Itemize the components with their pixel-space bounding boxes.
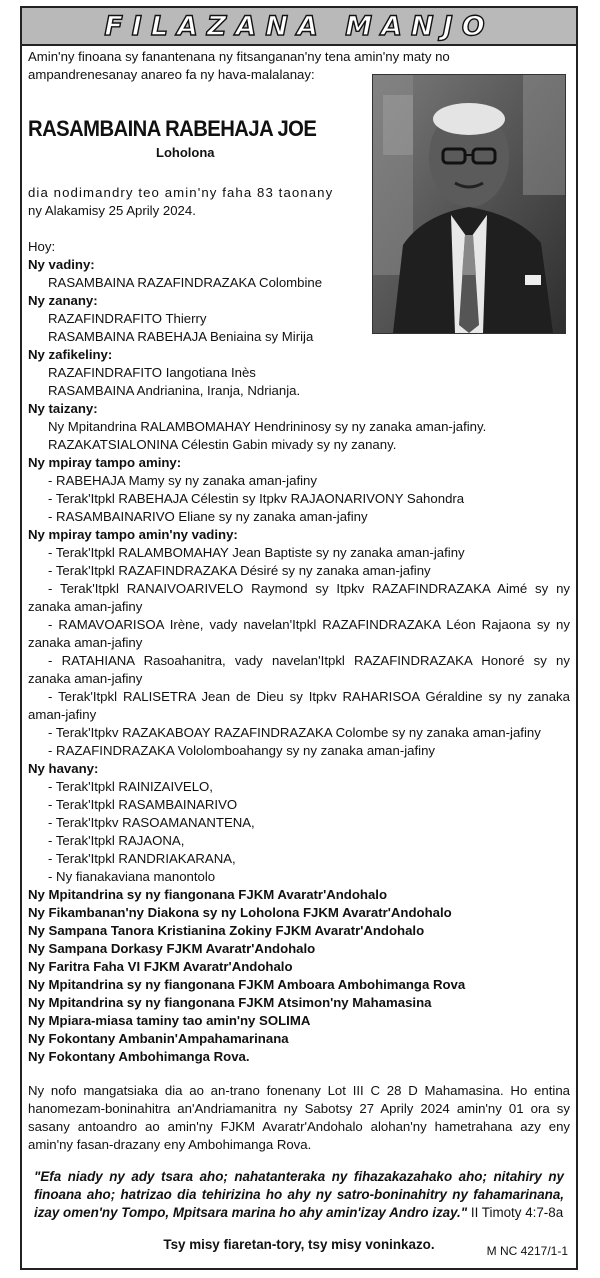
- section-line: - Terak'Itpkl RAZAFINDRAZAKA Désiré sy ny zanaka aman-jafiny: [48, 563, 431, 578]
- section-line: - Terak'Itpkl RASAMBAINARIVO: [48, 797, 238, 812]
- section-line: - Terak'Itpkl RANAIVOARIVELO Raymond sy Itpkv RAZAFINDRAZAKA Aimé sy ny zanaka aman-jafiny: [28, 581, 570, 614]
- organization-line: Ny Mpitandrina sy ny fiangonana FJKM Amboara Ambohimanga Rova: [28, 977, 466, 992]
- section-heading: Ny havany:: [28, 761, 99, 776]
- section-line: RAZAKATSIALONINA Célestin Gabin mivady sy ny zanany.: [48, 437, 397, 452]
- notice-body: [28, 46, 570, 1262]
- section-line: RASAMBAINA Andrianina, Iranja, Ndrianja.: [48, 383, 301, 398]
- section-line: - Terak'Itpkv RAZAKABOAY RAZAFINDRAZAKA Colombe sy ny zanaka aman-jafiny: [48, 725, 541, 740]
- section-line: - Terak'Itpkl RABEHAJA Célestin sy Itpkv RAJAONARIVONY Sahondra: [48, 491, 465, 506]
- section-line: RAZAFINDRAFITO Iangotiana Inès: [48, 365, 256, 380]
- section-heading: Ny vadiny:: [28, 257, 95, 272]
- organization-line: Ny Mpitandrina sy ny fiangonana FJKM Avaratr'Andohalo: [28, 887, 387, 902]
- section-line: - Ny fianakaviana manontolo: [48, 869, 216, 884]
- funeral-details: Ny nofo mangatsiaka dia ao an-trano fonenany Lot III C 28 D Mahamasina. Ho entina hanomezam-boninahitra an'Andriamanitra ny Sabotsy 27 Aprily 2024 amin'ny 01 ora sy sasany antoandro ao amin'ny FJKM Avaratr'Andohalo alohan'ny hametrahana azy eny amin'ny fasan-drazany eny Ambohimanga Rova.: [28, 1083, 570, 1152]
- section-line: - RABEHAJA Mamy sy ny zanaka aman-jafiny: [48, 473, 317, 488]
- organization-line: Ny Faritra Faha VI FJKM Avaratr'Andohalo: [28, 959, 293, 974]
- section-line: - RAZAFINDRAZAKA Vololomboahangy sy ny zanaka aman-jafiny: [48, 743, 436, 758]
- quote-text: "Efa niady ny ady tsara aho; nahatanteraka ny fihazakazahako aho; nitahiry ny finoana aho; hatrizao dia tehirizina ho ahy ny satro-boninahitry ny fahamarinana, izay omen'ny Tompo, Mpitsara marina ho ahy amin'izay Andro izay.": [34, 1169, 564, 1220]
- organization-line: Ny Fikambanan'ny Diakona sy ny Loholona FJKM Avaratr'Andohalo: [28, 905, 452, 920]
- section-heading: Ny taizany:: [28, 401, 98, 416]
- death-age-line: dia nodimandry teo amin'ny faha 83 taonany: [28, 185, 334, 200]
- family-sections: [28, 256, 570, 886]
- portrait-photo: [372, 74, 566, 334]
- section-line: - RAMAVOARISOA Irène, vady navelan'Itpkl RAZAFINDRAZAKA Léon Rajaona sy ny zanaka aman-jafiny: [28, 617, 570, 650]
- section-line: - Terak'Itpkl RAJAONA,: [48, 833, 185, 848]
- organization-line: Ny Sampana Dorkasy FJKM Avaratr'Andohalo: [28, 941, 316, 956]
- organization-line: Ny Fokontany Ambohimanga Rova.: [28, 1049, 250, 1064]
- closing-note: Tsy misy fiaretan-tory, tsy misy voninkazo.: [163, 1237, 435, 1252]
- scripture-quote: [28, 1168, 570, 1222]
- section-line: RASAMBAINA RAZAFINDRAZAKA Colombine: [48, 275, 323, 290]
- organization-line: Ny Fokontany Ambanin'Ampahamarinana: [28, 1031, 289, 1046]
- hoy-label: Hoy:: [28, 239, 56, 254]
- section-line: Ny Mpitandrina RALAMBOMAHAY Hendrininosy sy ny zanaka aman-jafiny.: [48, 419, 487, 434]
- deceased-name: RASAMBAINA RABEHAJA JOE: [28, 116, 317, 141]
- section-heading: Ny zafikeliny:: [28, 347, 113, 362]
- deceased-title: Loholona: [156, 145, 215, 160]
- header-title: FILAZANA MANJO: [104, 10, 494, 42]
- reference-code: M NC 4217/1-1: [486, 1244, 568, 1258]
- intro-text: Amin'ny finoana sy fanantenana ny fitsanganan'ny tena amin'ny maty no ampandrenesanay anareo fa ny hava-malalanay:: [28, 49, 450, 82]
- section-line: - RATAHIANA Rasoahanitra, vady navelan'Itpkl RAZAFINDRAZAKA Honoré sy ny zanaka aman-jafiny: [28, 653, 570, 686]
- obituary-notice: [20, 6, 578, 1270]
- header-banner: [22, 8, 576, 46]
- organization-line: Ny Mpitandrina sy ny fiangonana FJKM Atsimon'ny Mahamasina: [28, 995, 432, 1010]
- section-line: - RASAMBAINARIVO Eliane sy ny zanaka aman-jafiny: [48, 509, 368, 524]
- organizations-list: [28, 886, 570, 1066]
- section-line: - Terak'Itpkl RALAMBOMAHAY Jean Baptiste sy ny zanaka aman-jafiny: [48, 545, 465, 560]
- section-heading: Ny mpiray tampo aminy:: [28, 455, 182, 470]
- organization-line: Ny Sampana Tanora Kristianina Zokiny FJKM Avaratr'Andohalo: [28, 923, 425, 938]
- quote-reference: II Timoty 4:7-8a: [470, 1205, 564, 1220]
- section-heading: Ny zanany:: [28, 293, 98, 308]
- section-line: - Terak'Itpkl RANDRIAKARANA,: [48, 851, 236, 866]
- portrait-image: [373, 75, 565, 333]
- death-date-line: ny Alakamisy 25 Aprily 2024.: [28, 203, 196, 218]
- section-line: - Terak'Itpkl RALISETRA Jean de Dieu sy Itpkv RAHARISOA Géraldine sy ny zanaka aman-jafiny: [28, 689, 570, 722]
- section-line: - Terak'Itpkv RASOAMANANTENA,: [48, 815, 255, 830]
- section-heading: Ny mpiray tampo amin'ny vadiny:: [28, 527, 238, 542]
- organization-line: Ny Mpiara-miasa taminy tao amin'ny SOLIMA: [28, 1013, 311, 1028]
- section-line: RASAMBAINA RABEHAJA Beniaina sy Mirija: [48, 329, 314, 344]
- section-line: - Terak'Itpkl RAINIZAIVELO,: [48, 779, 213, 794]
- section-line: RAZAFINDRAFITO Thierry: [48, 311, 207, 326]
